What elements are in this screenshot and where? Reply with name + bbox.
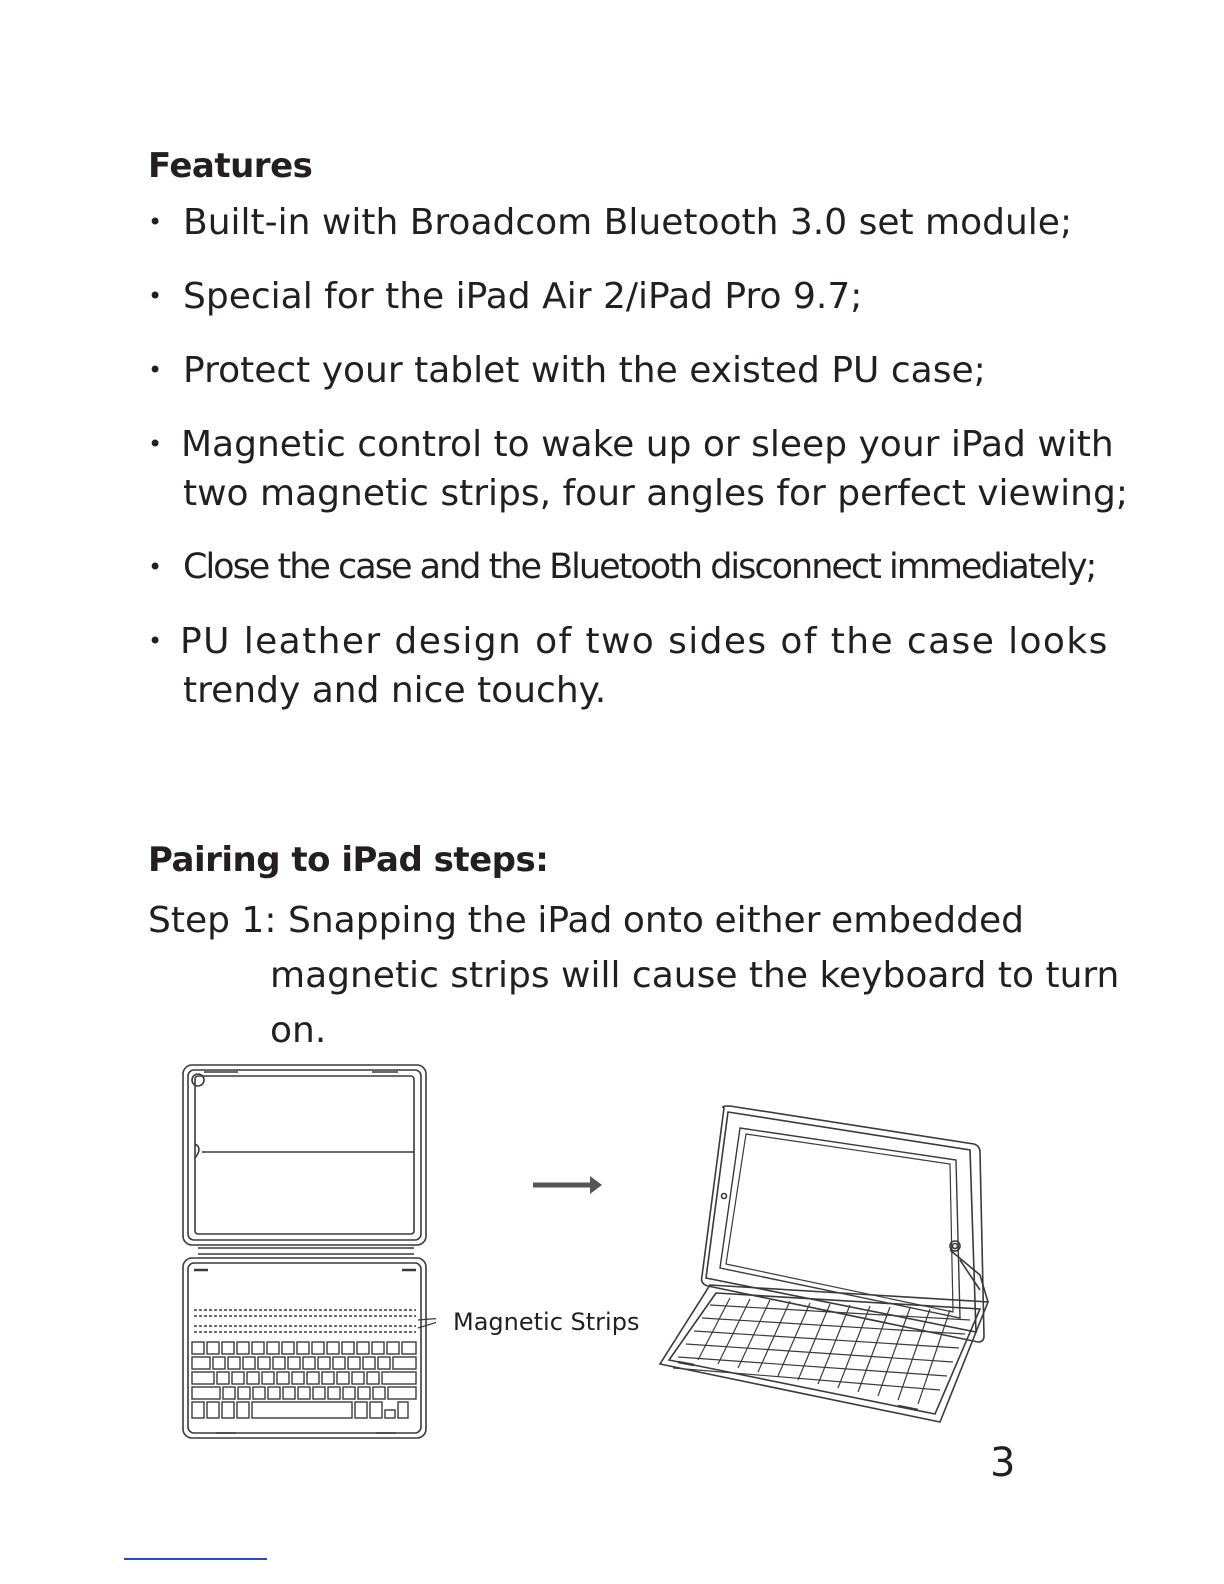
bullet-icon: • [148, 627, 163, 655]
assembled-tablet-keyboard-illustration [650, 1100, 995, 1435]
step-text-line: magnetic strips will cause the keyboard to turn [270, 955, 1120, 996]
bullet-icon: • [148, 208, 163, 236]
step-text-line: on. [270, 1010, 327, 1051]
feature-text: PU leather design of two sides of the case looks [180, 621, 1109, 662]
bullet-icon: • [148, 553, 163, 581]
step-word: the [467, 900, 527, 941]
step-label: Step 1: [148, 900, 277, 941]
page-number: 3 [990, 1440, 1016, 1486]
feature-text: two magnetic strips, four angles for perfect viewing; [183, 473, 1128, 514]
step-word: either [714, 900, 821, 941]
footer-rule [124, 1558, 267, 1560]
feature-text: Magnetic control to wake up or sleep your iPad with [181, 424, 1114, 465]
feature-text: trendy and nice touchy. [183, 670, 607, 711]
bullet-icon: • [148, 282, 163, 310]
bullet-icon: • [148, 356, 163, 384]
bullet-icon: • [148, 430, 163, 458]
features-list [0, 0, 1224, 760]
step-word: embedded [831, 900, 1024, 941]
feature-text: Built-in with Broadcom Bluetooth 3.0 set module; [183, 202, 1073, 243]
step-text-line [288, 893, 1024, 948]
arrow-right-icon [530, 1172, 606, 1198]
feature-text: Protect your tablet with the existed PU case; [183, 350, 986, 391]
step-word: onto [622, 900, 704, 941]
step-word: iPad [537, 900, 613, 941]
open-keyboard-case-illustration [176, 1060, 436, 1445]
magnetic-strips-label: Magnetic Strips [453, 1308, 640, 1336]
step-word: Snapping [288, 900, 458, 941]
feature-text: Special for the iPad Air 2/iPad Pro 9.7; [183, 276, 863, 317]
pairing-heading: Pairing to iPad steps: [148, 840, 549, 880]
feature-text: Close the case and the Bluetooth disconnect immediately; [183, 547, 1096, 587]
features-heading: Features [148, 146, 313, 186]
